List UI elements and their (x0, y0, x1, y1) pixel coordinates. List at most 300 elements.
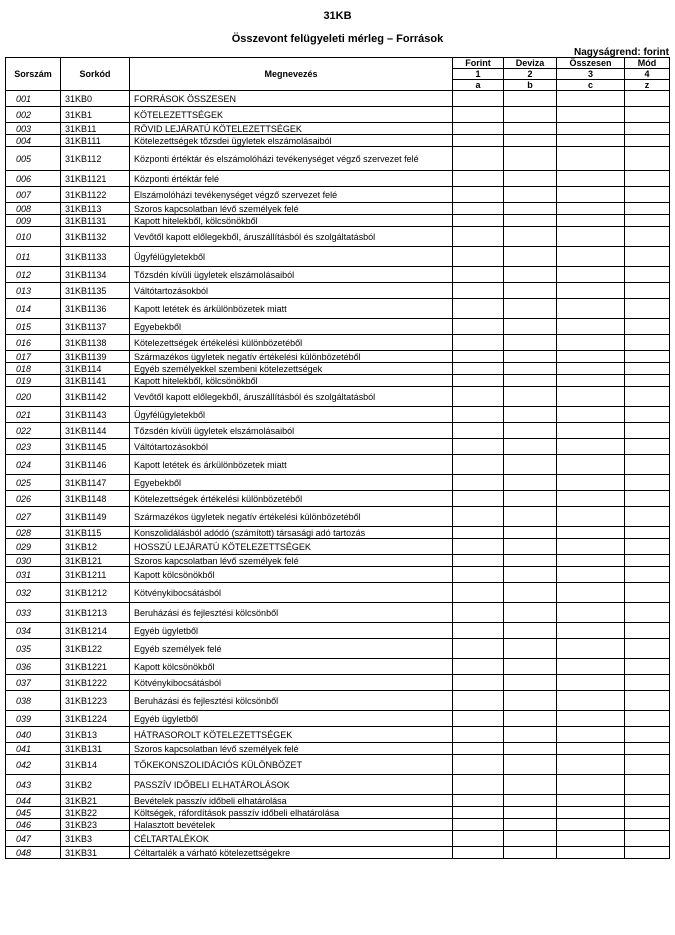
value-cell-deviza[interactable] (504, 351, 557, 363)
value-cell-mod[interactable] (625, 775, 670, 795)
value-cell-deviza[interactable] (504, 91, 557, 107)
value-cell-osszesen[interactable] (557, 91, 625, 107)
row-code: 31KB1214 (61, 623, 130, 639)
table-row (6, 691, 670, 711)
value-cell-osszesen[interactable] (557, 227, 625, 247)
value-cell-deviza[interactable] (504, 135, 557, 147)
value-cell-mod[interactable] (625, 335, 670, 351)
value-cell-deviza[interactable] (504, 335, 557, 351)
value-cell-forint[interactable] (453, 171, 504, 187)
value-cell-mod[interactable] (625, 743, 670, 755)
value-cell-mod[interactable] (625, 407, 670, 423)
value-cell-deviza[interactable] (504, 831, 557, 847)
row-number: 004 (6, 135, 61, 147)
value-cell-deviza[interactable] (504, 475, 557, 491)
value-cell-deviza[interactable] (504, 147, 557, 171)
value-cell-deviza[interactable] (504, 387, 557, 407)
value-cell-forint[interactable] (453, 187, 504, 203)
row-number: 045 (6, 807, 61, 819)
value-cell-deviza[interactable] (504, 691, 557, 711)
value-cell-mod[interactable] (625, 539, 670, 555)
value-cell-mod[interactable] (625, 675, 670, 691)
balance-sheet-table (5, 57, 670, 859)
value-cell-osszesen[interactable] (557, 755, 625, 775)
header-num-3: 3 (557, 69, 625, 80)
value-cell-osszesen[interactable] (557, 335, 625, 351)
value-cell-forint[interactable] (453, 147, 504, 171)
value-cell-forint[interactable] (453, 539, 504, 555)
value-cell-osszesen[interactable] (557, 171, 625, 187)
value-cell-forint[interactable] (453, 743, 504, 755)
value-cell-deviza[interactable] (504, 659, 557, 675)
value-cell-forint[interactable] (453, 603, 504, 623)
value-cell-osszesen[interactable] (557, 659, 625, 675)
row-label: Egyéb személyek felé (130, 639, 453, 659)
value-cell-deviza[interactable] (504, 555, 557, 567)
value-cell-mod[interactable] (625, 171, 670, 187)
value-cell-forint[interactable] (453, 215, 504, 227)
value-cell-deviza[interactable] (504, 203, 557, 215)
value-cell-deviza[interactable] (504, 283, 557, 299)
value-cell-forint[interactable] (453, 583, 504, 603)
value-cell-osszesen[interactable] (557, 727, 625, 743)
value-cell-mod[interactable] (625, 283, 670, 299)
row-number: 046 (6, 819, 61, 831)
value-cell-forint[interactable] (453, 455, 504, 475)
table-row (6, 423, 670, 439)
row-label: Kötelezettségek értékelési különbözetéből (130, 491, 453, 507)
header-mod: Mód (625, 58, 670, 69)
row-code: 31KB1131 (61, 215, 130, 227)
value-cell-forint[interactable] (453, 755, 504, 775)
value-cell-forint[interactable] (453, 135, 504, 147)
value-cell-mod[interactable] (625, 475, 670, 491)
value-cell-osszesen[interactable] (557, 539, 625, 555)
value-cell-osszesen[interactable] (557, 107, 625, 123)
value-cell-deviza[interactable] (504, 639, 557, 659)
value-cell-forint[interactable] (453, 775, 504, 795)
value-cell-forint[interactable] (453, 847, 504, 859)
value-cell-deviza[interactable] (504, 455, 557, 475)
row-label: Ügyfélügyletekből (130, 407, 453, 423)
table-row (6, 319, 670, 335)
row-code: 31KB122 (61, 639, 130, 659)
value-cell-forint[interactable] (453, 555, 504, 567)
value-cell-forint[interactable] (453, 807, 504, 819)
value-cell-deviza[interactable] (504, 755, 557, 775)
value-cell-osszesen[interactable] (557, 475, 625, 491)
value-cell-deviza[interactable] (504, 775, 557, 795)
row-label: Származékos ügyletek negatív értékelési különbözetéből (130, 351, 453, 363)
value-cell-osszesen[interactable] (557, 819, 625, 831)
value-cell-osszesen[interactable] (557, 363, 625, 375)
value-cell-mod[interactable] (625, 727, 670, 743)
row-number: 038 (6, 691, 61, 711)
value-cell-mod[interactable] (625, 755, 670, 775)
row-label: Váltótartozásokból (130, 283, 453, 299)
value-cell-forint[interactable] (453, 283, 504, 299)
value-cell-osszesen[interactable] (557, 351, 625, 363)
table-row (6, 407, 670, 423)
value-cell-mod[interactable] (625, 387, 670, 407)
table-row (6, 375, 670, 387)
row-label: PASSZÍV IDŐBELI ELHATÁROLÁSOK (130, 775, 453, 795)
table-row (6, 831, 670, 847)
value-cell-deviza[interactable] (504, 711, 557, 727)
report-title: Összevont felügyeleti mérleg – Források (231, 33, 444, 45)
value-cell-forint[interactable] (453, 247, 504, 267)
value-cell-deviza[interactable] (504, 527, 557, 539)
value-cell-osszesen[interactable] (557, 711, 625, 727)
row-number: 011 (6, 247, 61, 267)
value-cell-mod[interactable] (625, 639, 670, 659)
value-cell-forint[interactable] (453, 691, 504, 711)
row-label: Szoros kapcsolatban lévő személyek felé (130, 203, 453, 215)
value-cell-forint[interactable] (453, 203, 504, 215)
row-code: 31KB113 (61, 203, 130, 215)
value-cell-forint[interactable] (453, 319, 504, 335)
table-row (6, 475, 670, 491)
value-cell-osszesen[interactable] (557, 319, 625, 335)
value-cell-mod[interactable] (625, 267, 670, 283)
row-label: Egyéb személyekkel szembeni kötelezettségek (130, 363, 453, 375)
value-cell-mod[interactable] (625, 107, 670, 123)
value-cell-deviza[interactable] (504, 407, 557, 423)
value-cell-mod[interactable] (625, 583, 670, 603)
value-cell-forint[interactable] (453, 711, 504, 727)
row-code: 31KB1148 (61, 491, 130, 507)
value-cell-mod[interactable] (625, 507, 670, 527)
value-cell-osszesen[interactable] (557, 555, 625, 567)
table-row (6, 847, 670, 859)
row-number: 024 (6, 455, 61, 475)
row-number: 029 (6, 539, 61, 555)
value-cell-mod[interactable] (625, 491, 670, 507)
value-cell-osszesen[interactable] (557, 527, 625, 539)
header-megnevezes: Megnevezés (130, 58, 453, 91)
table-row (6, 335, 670, 351)
value-cell-mod[interactable] (625, 567, 670, 583)
row-label: Kötelezettségek értékelési különbözetéből (130, 335, 453, 351)
row-number: 007 (6, 187, 61, 203)
row-code: 31KB1134 (61, 267, 130, 283)
row-number: 044 (6, 795, 61, 807)
header-osszesen: Összesen (557, 58, 625, 69)
row-code: 31KB121 (61, 555, 130, 567)
value-cell-forint[interactable] (453, 387, 504, 407)
row-number: 006 (6, 171, 61, 187)
value-cell-mod[interactable] (625, 227, 670, 247)
header-num-2: 2 (504, 69, 557, 80)
value-cell-osszesen[interactable] (557, 135, 625, 147)
value-cell-forint[interactable] (453, 423, 504, 439)
value-cell-forint[interactable] (453, 567, 504, 583)
row-label: Kapott kölcsönökből (130, 659, 453, 675)
row-code: 31KB3 (61, 831, 130, 847)
value-cell-deviza[interactable] (504, 187, 557, 203)
value-cell-osszesen[interactable] (557, 795, 625, 807)
value-cell-forint[interactable] (453, 659, 504, 675)
row-number: 028 (6, 527, 61, 539)
table-row (6, 675, 670, 691)
value-cell-deviza[interactable] (504, 847, 557, 859)
row-code: 31KB1223 (61, 691, 130, 711)
row-number: 012 (6, 267, 61, 283)
row-number: 032 (6, 583, 61, 603)
row-code: 31KB1137 (61, 319, 130, 335)
table-row (6, 363, 670, 375)
value-cell-mod[interactable] (625, 807, 670, 819)
row-code: 31KB115 (61, 527, 130, 539)
value-cell-deviza[interactable] (504, 439, 557, 455)
table-row (6, 187, 670, 203)
header-letter-a: a (453, 80, 504, 91)
row-code: 31KB1149 (61, 507, 130, 527)
value-cell-deviza[interactable] (504, 727, 557, 743)
value-cell-osszesen[interactable] (557, 847, 625, 859)
value-cell-forint[interactable] (453, 91, 504, 107)
value-cell-mod[interactable] (625, 203, 670, 215)
value-cell-mod[interactable] (625, 623, 670, 639)
value-cell-forint[interactable] (453, 475, 504, 491)
value-cell-osszesen[interactable] (557, 187, 625, 203)
value-cell-mod[interactable] (625, 91, 670, 107)
value-cell-deviza[interactable] (504, 795, 557, 807)
row-code: 31KB1213 (61, 603, 130, 623)
row-number: 019 (6, 375, 61, 387)
value-cell-mod[interactable] (625, 123, 670, 135)
value-cell-deviza[interactable] (504, 567, 557, 583)
value-cell-osszesen[interactable] (557, 215, 625, 227)
value-cell-mod[interactable] (625, 819, 670, 831)
value-cell-mod[interactable] (625, 691, 670, 711)
value-cell-mod[interactable] (625, 439, 670, 455)
value-cell-mod[interactable] (625, 319, 670, 335)
value-cell-mod[interactable] (625, 215, 670, 227)
value-cell-deviza[interactable] (504, 807, 557, 819)
table-row (6, 539, 670, 555)
value-cell-forint[interactable] (453, 795, 504, 807)
row-number: 048 (6, 847, 61, 859)
value-cell-forint[interactable] (453, 727, 504, 743)
table-row (6, 795, 670, 807)
value-cell-deviza[interactable] (504, 603, 557, 623)
value-cell-mod[interactable] (625, 135, 670, 147)
row-code: 31KB21 (61, 795, 130, 807)
value-cell-forint[interactable] (453, 675, 504, 691)
value-cell-osszesen[interactable] (557, 491, 625, 507)
value-cell-osszesen[interactable] (557, 387, 625, 407)
row-number: 042 (6, 755, 61, 775)
value-cell-mod[interactable] (625, 299, 670, 319)
value-cell-mod[interactable] (625, 603, 670, 623)
value-cell-deviza[interactable] (504, 507, 557, 527)
row-label: Szoros kapcsolatban lévő személyek felé (130, 555, 453, 567)
row-number: 013 (6, 283, 61, 299)
header-letter-b: b (504, 80, 557, 91)
value-cell-osszesen[interactable] (557, 267, 625, 283)
value-cell-osszesen[interactable] (557, 299, 625, 319)
value-cell-deviza[interactable] (504, 319, 557, 335)
value-cell-mod[interactable] (625, 831, 670, 847)
row-number: 002 (6, 107, 61, 123)
row-number: 026 (6, 491, 61, 507)
row-label: Bevételek passzív időbeli elhatárolása (130, 795, 453, 807)
value-cell-deviza[interactable] (504, 227, 557, 247)
value-cell-osszesen[interactable] (557, 675, 625, 691)
row-number: 005 (6, 147, 61, 171)
row-code: 31KB111 (61, 135, 130, 147)
value-cell-deviza[interactable] (504, 171, 557, 187)
row-number: 023 (6, 439, 61, 455)
value-cell-forint[interactable] (453, 363, 504, 375)
value-cell-osszesen[interactable] (557, 407, 625, 423)
row-label: TŐKEKONSZOLIDÁCIÓS KÜLÖNBÖZET (130, 755, 453, 775)
value-cell-deviza[interactable] (504, 675, 557, 691)
value-cell-osszesen[interactable] (557, 831, 625, 847)
value-cell-mod[interactable] (625, 423, 670, 439)
value-cell-mod[interactable] (625, 527, 670, 539)
value-cell-deviza[interactable] (504, 623, 557, 639)
row-number: 020 (6, 387, 61, 407)
value-cell-mod[interactable] (625, 187, 670, 203)
value-cell-deviza[interactable] (504, 267, 557, 283)
value-cell-deviza[interactable] (504, 375, 557, 387)
header-letter-c: c (557, 80, 625, 91)
value-cell-osszesen[interactable] (557, 439, 625, 455)
value-cell-osszesen[interactable] (557, 603, 625, 623)
value-cell-deviza[interactable] (504, 819, 557, 831)
value-cell-forint[interactable] (453, 375, 504, 387)
value-cell-osszesen[interactable] (557, 455, 625, 475)
value-cell-forint[interactable] (453, 507, 504, 527)
value-cell-mod[interactable] (625, 455, 670, 475)
value-cell-mod[interactable] (625, 247, 670, 267)
value-cell-osszesen[interactable] (557, 147, 625, 171)
value-cell-mod[interactable] (625, 555, 670, 567)
value-cell-forint[interactable] (453, 299, 504, 319)
row-number: 035 (6, 639, 61, 659)
value-cell-deviza[interactable] (504, 491, 557, 507)
table-row (6, 623, 670, 639)
value-cell-forint[interactable] (453, 407, 504, 423)
value-cell-forint[interactable] (453, 267, 504, 283)
unit-label: Nagyságrend: forint (573, 47, 669, 58)
row-number: 008 (6, 203, 61, 215)
table-row (6, 819, 670, 831)
value-cell-osszesen[interactable] (557, 203, 625, 215)
value-cell-forint[interactable] (453, 335, 504, 351)
row-number: 025 (6, 475, 61, 491)
table-row (6, 507, 670, 527)
value-cell-forint[interactable] (453, 123, 504, 135)
value-cell-forint[interactable] (453, 491, 504, 507)
table-row (6, 755, 670, 775)
value-cell-mod[interactable] (625, 711, 670, 727)
table-row (6, 247, 670, 267)
value-cell-osszesen[interactable] (557, 375, 625, 387)
row-code: 31KB13 (61, 727, 130, 743)
row-label: Központi értéktár felé (130, 171, 453, 187)
value-cell-osszesen[interactable] (557, 507, 625, 527)
row-code: 31KB1141 (61, 375, 130, 387)
value-cell-deviza[interactable] (504, 539, 557, 555)
row-label: Kapott hitelekből, kölcsönökből (130, 375, 453, 387)
report-code: 31KB (323, 10, 352, 22)
row-label: Tőzsdén kívüli ügyletek elszámolásaiból (130, 423, 453, 439)
row-code: 31KB1222 (61, 675, 130, 691)
value-cell-mod[interactable] (625, 351, 670, 363)
value-cell-deviza[interactable] (504, 215, 557, 227)
table-row (6, 455, 670, 475)
row-label: HÁTRASOROLT KÖTELEZETTSÉGEK (130, 727, 453, 743)
row-code: 31KB1146 (61, 455, 130, 475)
table-row (6, 555, 670, 567)
value-cell-mod[interactable] (625, 375, 670, 387)
value-cell-deviza[interactable] (504, 247, 557, 267)
table-row (6, 659, 670, 675)
row-label: Kapott hitelekből, kölcsönökből (130, 215, 453, 227)
row-code: 31KB1224 (61, 711, 130, 727)
value-cell-osszesen[interactable] (557, 583, 625, 603)
value-cell-forint[interactable] (453, 527, 504, 539)
row-label: CÉLTARTALÉKOK (130, 831, 453, 847)
value-cell-osszesen[interactable] (557, 623, 625, 639)
value-cell-forint[interactable] (453, 623, 504, 639)
row-label: Ügyfélügyletekből (130, 247, 453, 267)
value-cell-deviza[interactable] (504, 363, 557, 375)
value-cell-osszesen[interactable] (557, 743, 625, 755)
value-cell-deviza[interactable] (504, 299, 557, 319)
value-cell-forint[interactable] (453, 351, 504, 363)
value-cell-mod[interactable] (625, 795, 670, 807)
row-label: Céltartalék a várható kötelezettségekre (130, 847, 453, 859)
row-label: Kapott letétek és árkülönbözetek miatt (130, 299, 453, 319)
value-cell-forint[interactable] (453, 819, 504, 831)
row-number: 031 (6, 567, 61, 583)
value-cell-osszesen[interactable] (557, 283, 625, 299)
value-cell-osszesen[interactable] (557, 247, 625, 267)
table-row (6, 639, 670, 659)
value-cell-deviza[interactable] (504, 743, 557, 755)
value-cell-mod[interactable] (625, 147, 670, 171)
value-cell-mod[interactable] (625, 659, 670, 675)
row-code: 31KB1211 (61, 567, 130, 583)
value-cell-deviza[interactable] (504, 583, 557, 603)
row-code: 31KB1136 (61, 299, 130, 319)
value-cell-mod[interactable] (625, 363, 670, 375)
row-label: KÖTELEZETTSÉGEK (130, 107, 453, 123)
value-cell-osszesen[interactable] (557, 639, 625, 659)
value-cell-osszesen[interactable] (557, 775, 625, 795)
value-cell-forint[interactable] (453, 227, 504, 247)
value-cell-deviza[interactable] (504, 107, 557, 123)
row-code: 31KB1212 (61, 583, 130, 603)
value-cell-deviza[interactable] (504, 423, 557, 439)
row-code: 31KB1132 (61, 227, 130, 247)
value-cell-osszesen[interactable] (557, 423, 625, 439)
value-cell-forint[interactable] (453, 639, 504, 659)
value-cell-forint[interactable] (453, 107, 504, 123)
value-cell-osszesen[interactable] (557, 807, 625, 819)
value-cell-forint[interactable] (453, 439, 504, 455)
value-cell-deviza[interactable] (504, 123, 557, 135)
value-cell-mod[interactable] (625, 847, 670, 859)
value-cell-osszesen[interactable] (557, 691, 625, 711)
value-cell-forint[interactable] (453, 831, 504, 847)
value-cell-osszesen[interactable] (557, 567, 625, 583)
value-cell-osszesen[interactable] (557, 123, 625, 135)
